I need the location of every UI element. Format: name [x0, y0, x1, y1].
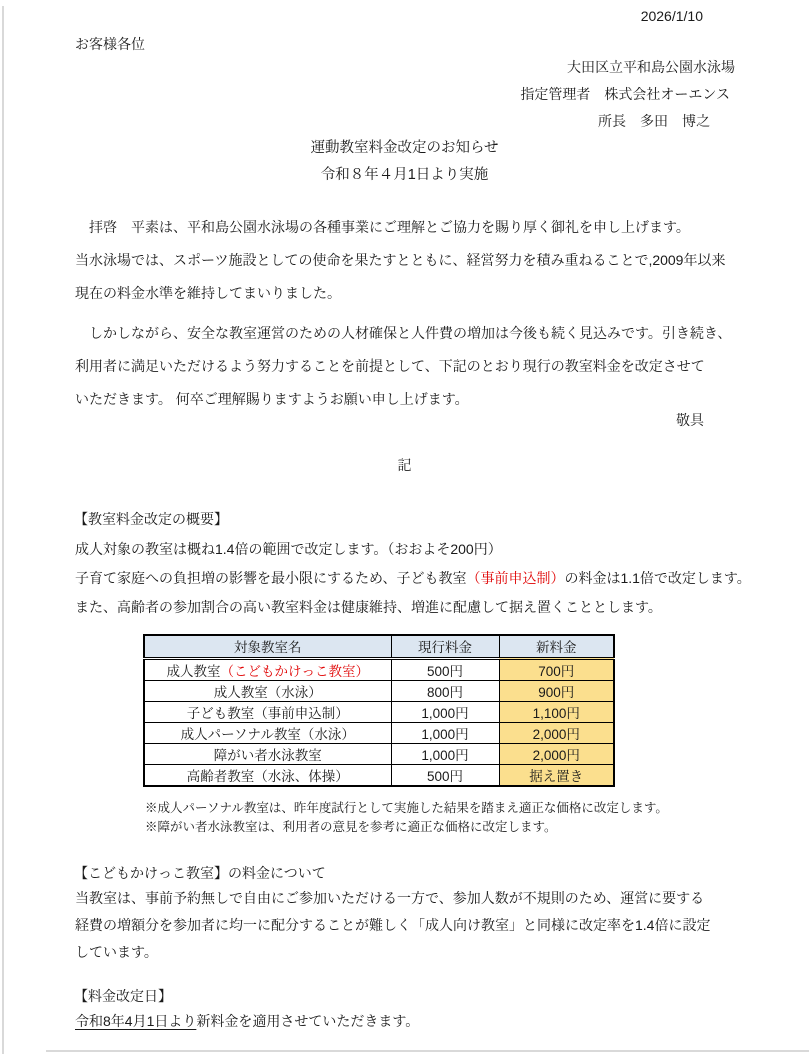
paragraph-line: 拝啓 平素は、平和島公園水泳場の各種事業にご理解とご協力を賜り厚く御礼を申し上げます。	[75, 219, 690, 235]
class-name-text: 成人教室	[166, 663, 221, 679]
record-mark: 記	[397, 457, 412, 473]
greeting-paragraph	[0, 211, 809, 310]
fee-row	[144, 722, 614, 743]
header-class-name: 対象教室名	[144, 635, 391, 658]
fee-row	[144, 743, 614, 764]
paragraph-line: しかしながら、安全な教室運営のための人材確保と人件費の増加は今後も続く見込みです。引き続き、	[75, 325, 732, 341]
paragraph-line: しています。	[75, 943, 158, 960]
current-fee-cell: 500円	[391, 764, 499, 786]
effective-date-subtitle: 令和８年４月1日より実施	[320, 167, 489, 183]
sender-director: 所長 多田 博之	[598, 113, 710, 129]
page-left-edge	[2, 6, 4, 1054]
revision-date-heading: 【料金改定日】	[74, 987, 172, 1004]
class-name-red-text: （こどもかけっこ教室）	[220, 663, 369, 679]
kakekko-heading: 【こどもかけっこ教室】の料金について	[74, 864, 326, 881]
fee-row	[144, 764, 614, 786]
header-current-fee: 現行料金	[391, 635, 499, 658]
paragraph-line: 現在の料金水準を維持してまいりました。	[75, 285, 341, 301]
revision-date-rest: 新料金を適用させていただきます。	[196, 1012, 420, 1029]
table-notes	[0, 799, 809, 837]
paragraph-line: 経費の増額分を参加者に均一に配分することが難しく「成人向け教室」と同様に改定率を1.4倍に設定	[75, 916, 711, 933]
fee-row	[144, 658, 614, 680]
advance-application-note: （事前申込制）	[466, 570, 565, 586]
overview-line-2-pre: 子育て家庭への負担増の影響を最小限にするため、子ども教室	[75, 570, 467, 586]
kakekko-paragraph	[0, 885, 809, 966]
revision-date-line	[0, 1011, 809, 1031]
current-fee-cell: 1,000円	[391, 743, 499, 764]
paragraph-line: 利用者に満足いただけるよう努力することを前提として、下記のとおり現行の教室料金を改定させて	[75, 358, 705, 374]
paragraph-line: 当水泳場では、スポーツ施設としての使命を果たすとともに、経営努力を積み重ねることで,2009年以来	[75, 252, 726, 268]
current-fee-cell: 500円	[391, 658, 499, 680]
reason-paragraph	[0, 317, 809, 416]
class-name-cell: 高齢者教室（水泳、体操）	[144, 764, 391, 786]
overview-line-1: 成人対象の教室は概ね1.4倍の範囲で改定します。（おおよそ200円）	[75, 541, 502, 557]
class-name-cell: 成人パーソナル教室（水泳）	[144, 722, 391, 743]
new-fee-cell: 700円	[499, 658, 614, 680]
class-name-cell: 子ども教室（事前申込制）	[144, 701, 391, 722]
new-fee-cell: 900円	[499, 680, 614, 701]
new-fee-cell: 2,000円	[499, 743, 614, 764]
current-fee-cell: 1,000円	[391, 722, 499, 743]
header-new-fee: 新料金	[499, 635, 614, 658]
page-bottom-edge	[46, 1050, 809, 1052]
fee-row	[144, 680, 614, 701]
overview-line-2	[75, 564, 809, 593]
note-personal-class: ※成人パーソナル教室は、昨年度試行として実施した結果を踏まえ適正な価格に改定します。	[145, 800, 668, 815]
overview-line-3: また、高齢者の参加割合の高い教室料金は健康維持、増進に配慮して据え置くこととします。	[75, 599, 662, 615]
class-name-cell	[144, 658, 391, 680]
new-fee-cell: 1,100円	[499, 701, 614, 722]
recipient: お客様各位	[75, 36, 145, 52]
sender-manager: 指定管理者 株式会社オーエンス	[520, 86, 730, 102]
document-title: 運動教室料金改定のお知らせ	[310, 140, 499, 156]
overview-line-2-post: の料金は1.1倍で改定します。	[564, 570, 751, 586]
document-date: 2026/1/10	[640, 8, 703, 24]
note-disabled-class: ※障がい者水泳教室は、利用者の意見を参考に適正な価格に改定します。	[145, 819, 557, 834]
class-name-cell: 成人教室（水泳）	[144, 680, 391, 701]
fee-table-header-row	[144, 635, 614, 658]
new-fee-cell: 据え置き	[499, 764, 614, 786]
overview-paragraph	[0, 535, 809, 622]
closing-keigu: 敬具	[676, 412, 704, 428]
sender-facility: 大田区立平和島公園水泳場	[567, 59, 735, 75]
paragraph-line: いただきます。 何卒ご理解賜りますようお願い申し上げます。	[75, 391, 469, 407]
fee-table	[143, 634, 615, 787]
overview-heading: 【教室料金改定の概要】	[74, 511, 228, 527]
revision-date-underlined: 令和8年4月1日より	[75, 1012, 197, 1029]
class-name-cell: 障がい者水泳教室	[144, 743, 391, 764]
paragraph-line: 当教室は、事前予約無しで自由にご参加いただける一方で、参加人数が不規則のため、運営に要する	[75, 889, 705, 906]
new-fee-cell: 2,000円	[499, 722, 614, 743]
current-fee-cell: 800円	[391, 680, 499, 701]
current-fee-cell: 1,000円	[391, 701, 499, 722]
fee-row	[144, 701, 614, 722]
